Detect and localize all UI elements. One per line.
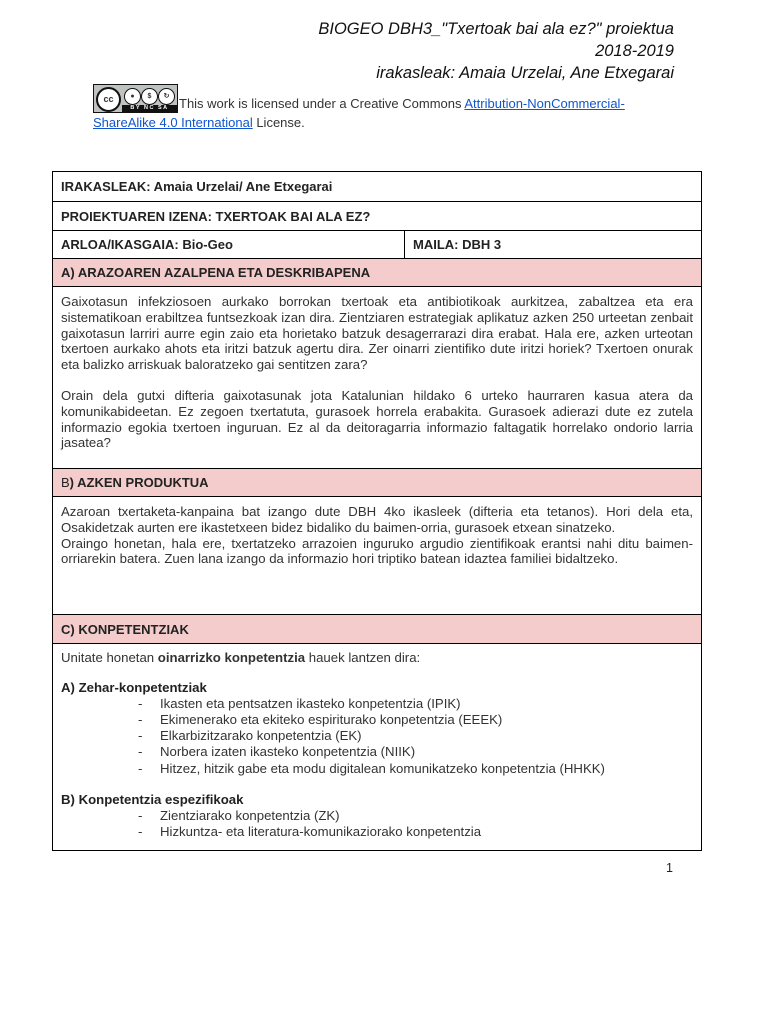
header-teachers: irakasleak: Amaia Urzelai, Ane Etxegarai xyxy=(376,64,674,82)
section-b-paragraph-1: Azaroan txertaketa-kanpaina bat izango dute DBH 4ko ikasleek (difteria eta tetanos). Hori dela eta, Osakidetzak aurten ere ikastetxeen bidez bidaliko du baimen-orria, gurasoek etxean sinatzeko. xyxy=(61,504,693,535)
license-text: This work is licensed under a Creative Commons xyxy=(179,96,465,111)
section-c-body xyxy=(53,644,702,851)
section-c-intro-end: hauek lantzen dira: xyxy=(305,650,421,665)
list-item: - Ikasten eta pentsatzen ikasteko konpetentzia (IPIK) xyxy=(138,696,693,712)
badge-labels: BY NC SA xyxy=(122,105,177,112)
competences-b-list xyxy=(61,808,693,841)
list-item: - Hitzez, hitzik gabe eta modu digitalean komunikatzeko konpetentzia (HHKK) xyxy=(138,761,693,777)
list-item: - Ekimenerako eta ekiteko espiriturako konpetentzia (EEEK) xyxy=(138,712,693,728)
section-a-body xyxy=(53,287,702,469)
list-item: - Norbera izaten ikasteko konpetentzia (NIIK) xyxy=(138,744,693,760)
competences-a-heading: A) Zehar-konpetentziak xyxy=(61,679,207,695)
section-b-letter: B xyxy=(61,475,70,490)
section-a-paragraph-1: Gaixotasun infekziosoen aurkako borrokan txertoak eta antibiotikoak aurkitzea, zabaltzea eta era sistematikoan erabiltzea funtsezkoak izan dira. Zientziaren estrategiak aplikatuz azken 250 urteetan zenbait gaixotasun larriri aurre egin zaio eta horietako batzuk desagerrarazi dira erabat. Hala ere, azken urteotan txertoen aurkako ahots eta iritzi batzuk agertu dira. Zer oinarri zientifiko dute iritzi horiek? Txertoen onurak eta balizko arriskuak baloratzeko gai sentitzen zara? xyxy=(61,294,693,373)
list-item: - Zientziarako konpetentzia (ZK) xyxy=(138,808,693,824)
level-cell: MAILA: DBH 3 xyxy=(405,231,702,259)
subject-cell: ARLOA/IKASGAIA: Bio-Geo xyxy=(53,231,405,259)
header-title: BIOGEO DBH3_"Txertoak bai ala ez?" proiektua xyxy=(318,20,674,38)
section-c-intro xyxy=(61,650,693,666)
list-item: - Hizkuntza- eta literatura-komunikaziorako konpetentzia xyxy=(138,824,693,840)
section-c-intro-start: Unitate honetan xyxy=(61,650,158,665)
sa-icon: ↻ xyxy=(158,88,175,105)
license-suffix: License. xyxy=(252,115,305,130)
section-b-title-text: ) AZKEN PRODUKTUA xyxy=(69,475,209,490)
creative-commons-badge-icon[interactable] xyxy=(93,84,178,113)
section-b-title xyxy=(53,469,702,497)
section-c-title: C) KONPETENTZIAK xyxy=(53,615,702,644)
by-icon: ● xyxy=(124,88,141,105)
header-year: 2018-2019 xyxy=(595,42,674,60)
license-link[interactable]: Attribution-NonCommercial-ShareAlike 4.0 International xyxy=(93,96,625,130)
document-header xyxy=(318,18,674,84)
teachers-cell: IRAKASLEAK: Amaia Urzelai/ Ane Etxegarai xyxy=(53,172,702,202)
project-name-cell: PROIEKTUAREN IZENA: TXERTOAK BAI ALA EZ? xyxy=(53,202,702,231)
cc-logo-icon: cc xyxy=(96,87,121,112)
competences-b-heading: B) Konpetentzia espezifikoak xyxy=(61,792,244,808)
nc-icon: $ xyxy=(141,88,158,105)
competences-a-list xyxy=(61,696,693,777)
license-notice xyxy=(93,84,683,132)
section-c-intro-bold: oinarrizko konpetentzia xyxy=(157,650,306,665)
section-a-title: A) ARAZOAREN AZALPENA ETA DESKRIBAPENA xyxy=(53,259,702,287)
section-a-paragraph-2: Orain dela gutxi difteria gaixotasunak jota Katalunian hildako 6 urteko haurraren kasua atera da komunikabideetan. Ez zegoen txertatuta, gurasoek horrela erabakita. Gurasoek adierazi dute ez zutela informazio egokia txertoen inguruan. Ez al da deitoragarria informazio faltagatik horrelako ondorio larria jasatea? xyxy=(61,387,693,451)
section-b-paragraph-2: Oraingo honetan, hala ere, txertatzeko arrazoien inguruko argudio zientifikoak erantsi nahi ditu baimen-orriarekin batera. Zuen lana izango da informazio hori triptiko batean idaztea familiei bidaltzeko. xyxy=(61,535,693,567)
list-item: - Elkarbizitzarako konpetentzia (EK) xyxy=(138,728,693,744)
page-number: 1 xyxy=(666,861,673,875)
section-b-body xyxy=(53,497,702,615)
project-table xyxy=(52,171,702,851)
